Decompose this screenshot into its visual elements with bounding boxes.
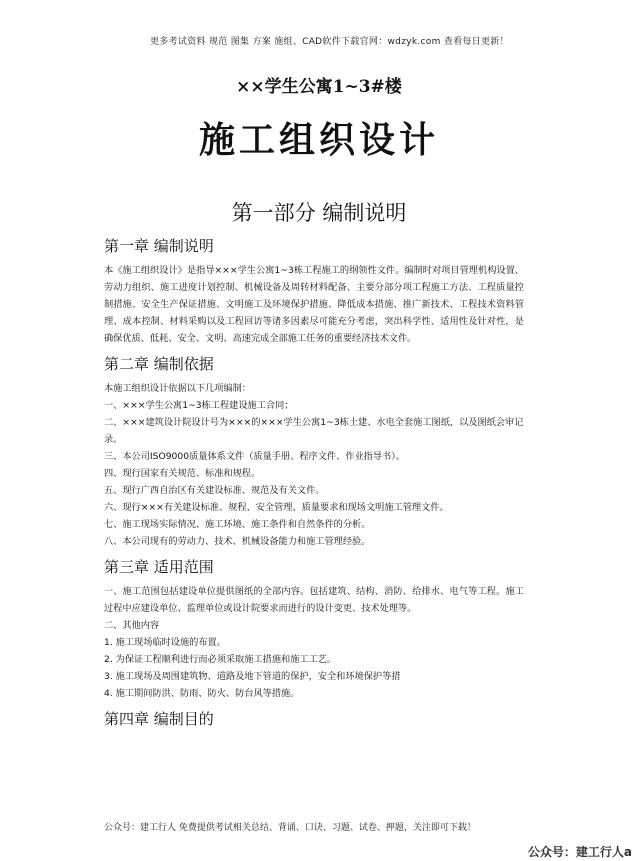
list-item: 五、现行广西自治区有关建设标准、规范及有关文件。: [104, 485, 325, 496]
list-item: 1. 施工现场临时设施的布置。: [104, 637, 226, 648]
list-item: 二、×××建筑设计院设计号为×××的×××学生公寓1~3栋土建、水电全套施工图纸，以及图纸会审记录。: [104, 417, 524, 445]
chapter-2-intro: 本施工组织设计依据以下几项编制：: [104, 383, 251, 394]
part-title: 第一部分 编制说明: [231, 201, 407, 225]
chapter-3-body: 一、施工范围包括建设单位提供图纸的全部内容。包括建筑、结构、消防、给排水、电气等工程。施工过程中应建设单位、监理单位或设计院要求而进行的设计变更、技术处理等。: [104, 586, 524, 614]
document-title: 施工组织设计: [198, 119, 439, 161]
chapter-3-subheading: 二、其他内容: [104, 620, 160, 631]
list-item: 三、本公司ISO9000质量体系文件（质量手册、程序文件、作业指导书）。: [104, 451, 405, 462]
list-item: 2. 为保证工程顺利进行而必须采取施工措施和施工工艺。: [104, 654, 337, 665]
list-item: 4. 施工期间防洪、防雨、防火、防台风等措施。: [104, 688, 300, 699]
watermark: 公众号：建工行人a: [527, 845, 632, 859]
chapter-4-title: 第四章 编制目的: [104, 710, 214, 728]
chapter-2-title: 第二章 编制依据: [104, 355, 214, 373]
list-item: 一、×××学生公寓1~3栋工程建设施工合同；: [104, 400, 294, 411]
chapter-3-title: 第三章 适用范围: [104, 558, 214, 576]
list-item: 七、施工现场实际情况、施工环境、施工条件和自然条件的分析。: [104, 519, 371, 530]
chapter-1-body: 本《施工组织设计》是指导×××学生公寓1~3栋工程施工的纲领性文件。编制时对项目管理机构设置、劳动力组织、施工进度计划控制、机械设备及周转材料配备、主要分部分项工程施工方法、工程质量控制措施、安全生产保证措施、文明施工及环境保护措施、降低成本措施、推广新技术、工程技术资料管理、成本控制、材料采购以及工程回访等诸多因素尽可能充分考虑，突出科学性、适用性及针对性，是确保优质、低耗、安全、文明、高速完成全部施工任务的重要经济技术文件。: [104, 265, 524, 344]
document-body: [104, 235, 524, 735]
footer-note: 公众号：建工行人 免费提供考试相关总结、背诵、口诀、习题、试卷、押题，关注即可下载！: [104, 823, 476, 833]
project-title: ××学生公寓1~3#楼: [236, 77, 402, 97]
list-item: 六、现行×××有关建设标准、规程、安全管理、质量要求和现场文明施工管理文件。: [104, 502, 449, 513]
list-item: 3. 施工现场及周围建筑物、道路及地下管道的保护，安全和环境保护等措: [104, 671, 401, 682]
header-note: 更多考试资料 规范 图集 方案 施组、CAD软件下载官网：wdzyk.com 查看每日更新！: [150, 37, 509, 47]
chapter-1-title: 第一章 编制说明: [104, 237, 214, 255]
list-item: 四、现行国家有关规范、标准和规程。: [104, 468, 261, 479]
list-item: 八、本公司现有的劳动力、技术、机械设备能力和施工管理经验。: [104, 536, 371, 547]
